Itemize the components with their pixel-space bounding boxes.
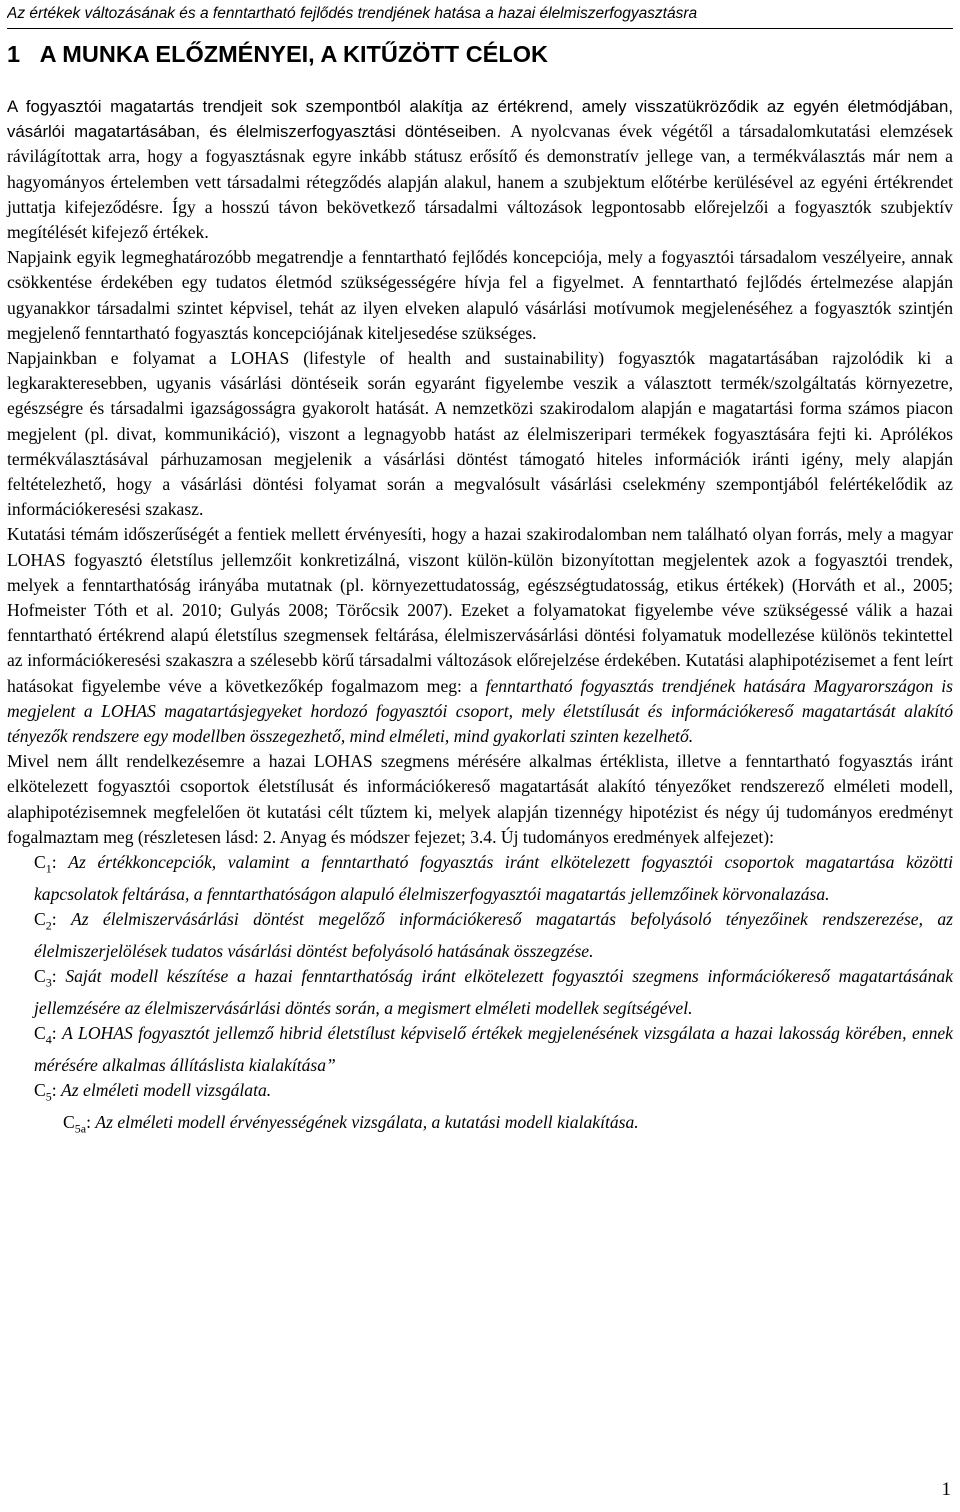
paragraph-5-text: Kutatási témám időszerűségét a fentiek mellett érvényesíti, hogy a hazai szakirodalomban nem található olyan forrás, mely a magyar LOHAS fogyasztó életstílus jellemzőit konkretizálná, viszont külön-külön bizonyítottan megjelentek azok a fogyasztói trendek, melyek a fenntarthatóság irányába mutatnak (pl. környezettudatosság, egészségtudatosság, etikus értékek) (Horváth et al., 2005; Hofmeister Tóth et al. 2010; Gulyás 2008; Törőcsik 2007). Ezeket a folyamatokat figyelembe véve szükségessé válik a hazai fenntartható értékrend alapú életstílus szegmensek feltárása, élelmiszervásárlási döntési folyamatuk modellezése különös tekintettel az információkeresési szakaszra a szélesebb körű társadalmi változások előrejelzése érdekében. Kutatási alaphipotézisemet a fent leírt hatásokat figyelembe véve a következőkép fogalmazom meg: a	[7, 524, 953, 696]
paragraph-3: Napjaink egyik legmeghatározóbb megatrendje a fenntartható fejlődés koncepciója, mely a fogyasztói társadalom veszélyeire, annak csökkentése érdekében egy tudatos életmód szükségességére hívja fel a figyelmet. A fenntartható fejlődés értelmezése alapján ugyanakkor társadalmi szintet képvisel, tehát az ilyen elveken alapuló vásárlási motívumok megjelenéséhez a fogyasztók szintjén megjelenő fenntartható fogyasztás koncepciójának kiteljesedése szükséges.	[7, 247, 953, 343]
goal-c4	[7, 1021, 953, 1078]
header-divider	[7, 28, 953, 29]
goal-text: Az értékkoncepciók, valamint a fenntartható fogyasztás iránt elkötelezett fogyasztói csoportok magatartása közötti kapcsolatok feltárása, a fenntarthatóságon alapuló élelmiszerfogyasztói magatartás jellemzőinek körvonalazása.	[34, 852, 953, 904]
goal-label: $C_4$:	[34, 1022, 63, 1047]
goal-c5a	[7, 1110, 953, 1142]
body-text	[7, 94, 953, 1141]
research-goals	[7, 850, 953, 1141]
paragraph-1-text: A fogyasztói magatartás trendjeit sok szempontból alakítja az értékrend, amely visszatükröződik az egyén életmódjában, vásárlói magatartásában, és élelmiszerfogyasztási döntéseiben.	[7, 97, 953, 142]
page-number: 1	[941, 1479, 951, 1500]
goal-text: Az elméleti modell vizsgálata.	[61, 1079, 272, 1100]
paragraph-2-text: A nyolcvanas évek végétől a társadalomkutatási elemzések rávilágítottak arra, hogy a fogyasztásnak egyre inkább státusz erősítő és demonstratív jellege van, a termékválasztás már nem a hagyományos értelemben vett társadalmi rétegződés alapján alakul, hanem a szubjektum előtérbe kerülésével az egyéni értékrendet juttatja kifejeződésre. Így a hosszú távon bekövetkező társadalmi változások legpontosabb előrejelzői a fogyasztók szubjektív megítélését kifejező értékek.	[7, 121, 954, 243]
goal-c3	[7, 964, 953, 1021]
goal-text: Az élelmiszervásárlási döntést megelőző információkereső magatartás befolyásoló tényezőinek rendszerezése, az élelmiszerjelölések tudatos vásárlási döntést befolyásoló hatásának összegzése.	[34, 909, 953, 961]
goal-text: Az elméleti modell érvényességének vizsgálata, a kutatási modell kialakítása.	[95, 1111, 639, 1132]
goal-label: $C_{5a}$:	[63, 1111, 96, 1136]
paragraph-6: Mivel nem állt rendelkezésemre a hazai LOHAS szegmens mérésére alkalmas értéklista, illetve a fenntartható fogyasztás iránt elkötelezett fogyasztói csoportok életstílusát és információkereső magatartását alakító tényezőket rendszerező elméleti modell, alaphipotézisemnek megfelelően öt kutatási célt tűztem ki, melyek alapján tizennégy hipotézist és négy új tudományos eredményt fogalmaztam meg (részletesen lásd: 2. Anyag és módszer fejezet; 3.4. Új tudományos eredmények alfejezet):	[7, 751, 953, 847]
paragraph-1	[7, 94, 953, 245]
goal-label: $C_2$:	[34, 909, 71, 933]
goal-c2	[7, 907, 953, 964]
hypothesis-text: fenntartható fogyasztás trendjének hatására Magyarországon is megjelent a LOHAS magatartásjegyeket hordozó fogyasztói csoport, mely életstílusát és információkereső magatartását alakító tényezők rendszere egy modellben összegezhető, mind elméleti, mind gyakorlati szinten kezelhető.	[7, 675, 953, 747]
goal-text: A LOHAS fogyasztót jellemző hibrid életstílust képviselő értékek megjelenésének vizsgálata a hazai lakosság körében, ennek mérésére alkalmas állításlista kialakítása”	[34, 1022, 953, 1075]
running-header: Az értékek változásának és a fenntartható fejlődés trendjének hatása a hazai élelmiszerfogyasztásra	[7, 5, 698, 22]
paragraph-4: Napjainkban e folyamat a LOHAS (lifestyle of health and sustainability) fogyasztók magatartásában rajzolódik ki a legkarakteresebben, ugyanis vásárlási döntéseik során egyaránt figyelembe veszik a választott termék/szolgáltatás környezetre, egészségre és társadalmi igazságosságra gyakorolt hatását. A nemzetközi szakirodalom alapján e magatartási forma számos piacon megjelent (pl. divat, kommunikáció), viszont a legnagyobb hatást az élelmiszeripari termékek fogyasztására fejti ki. Aprólékos termékválasztásával párhuzamosan megjelenik a vásárlási döntést támogató hiteles információk iránti igény, mely alapján feltételezhető, hogy a vásárlási döntési folyamat során a megvalósult vásárlási cselekmény szempontjából felértékelődik az információkeresési szakasz.	[7, 348, 953, 520]
goal-text: Saját modell készítése a hazai fenntarthatóság iránt elkötelezett fogyasztói szegmens információkereső magatartásának jellemzésére az élelmiszervásárlási döntés során, a megismert elméleti modellek segítségével.	[34, 965, 953, 1018]
goal-c1	[7, 850, 953, 907]
goal-c5	[7, 1078, 953, 1110]
chapter-title: A MUNKA ELŐZMÉNYEI, A KITŰZÖTT CÉLOK	[39, 41, 548, 67]
goal-label: $C_5$:	[34, 1079, 62, 1104]
goal-label: $C_1$:	[34, 852, 69, 876]
chapter-number: 1	[7, 41, 21, 67]
goal-label: $C_3$:	[34, 965, 66, 990]
chapter-heading	[7, 38, 953, 70]
paragraph-5	[7, 522, 953, 749]
